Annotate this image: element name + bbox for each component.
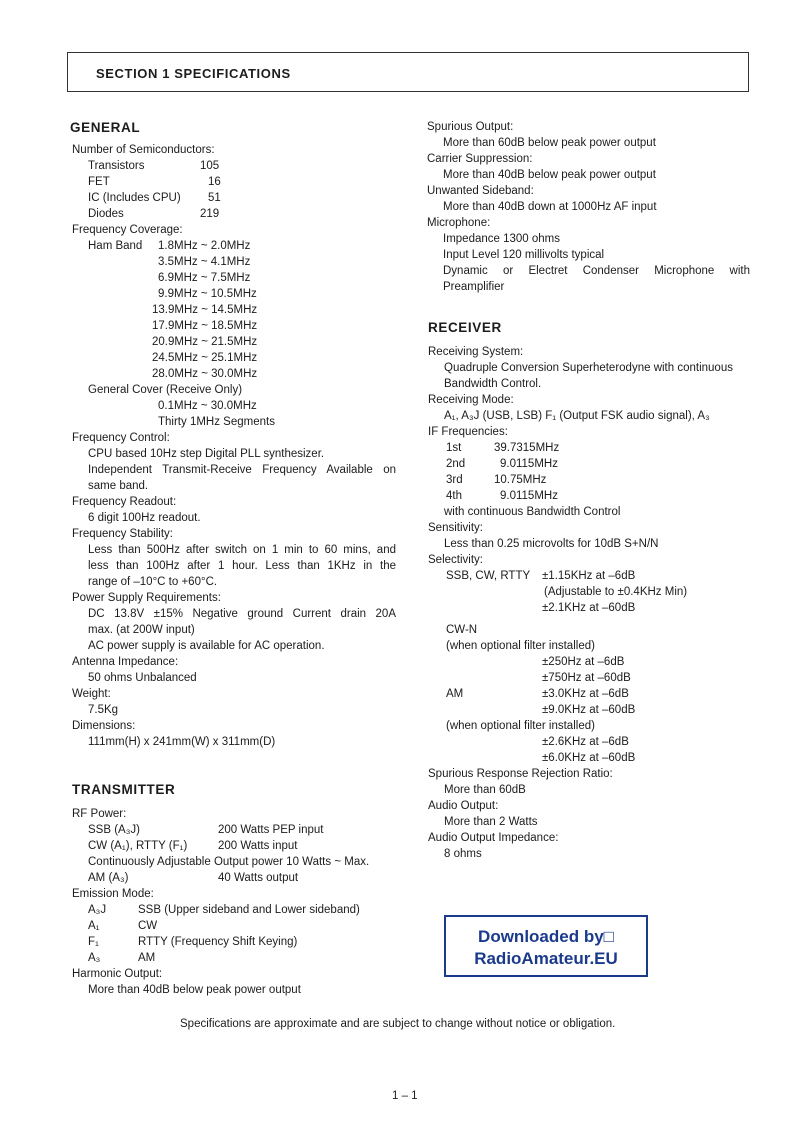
section-title: SECTION 1 SPECIFICATIONS [96,66,291,81]
power-supply-line: DC 13.8V ±15% Negative ground Current drain 20A [88,608,396,620]
mic-line: Preamplifier [443,281,505,293]
emission-desc: RTTY (Frequency Shift Keying) [138,936,298,948]
semiconductors-label: Number of Semiconductors: [72,144,215,156]
transmitter-heading: TRANSMITTER [72,782,176,797]
semi-name: Transistors [88,160,145,172]
ham-band-range: 6.9MHz ~ 7.5MHz [158,272,251,284]
sel-am-row [428,686,758,702]
harmonic-label: Harmonic Output: [72,968,163,980]
page-number: 1 – 1 [392,1090,418,1102]
weight-label: Weight: [72,688,111,700]
emission-code: A₃J [88,904,107,916]
carrier-value: More than 40dB below peak power output [443,169,656,181]
spurious-label: Spurious Output: [427,121,514,133]
freq-stability-label: Frequency Stability: [72,528,173,540]
freq-readout-label: Frequency Readout: [72,496,177,508]
emission-row [72,918,412,934]
mic-label: Microphone: [427,217,491,229]
sel-value: ±3.0KHz at –6dB [542,688,629,700]
rf-value: 200 Watts PEP input [218,824,324,836]
unwanted-value: More than 40dB down at 1000Hz AF input [443,201,657,213]
rf-power-label: RF Power: [72,808,127,820]
rf-mode: AM (A₃) [88,872,129,884]
dimensions-label: Dimensions: [72,720,136,732]
semiconductor-row [72,206,402,222]
rf-value: 200 Watts input [218,840,298,852]
ham-band-row [72,334,402,350]
sel-am-label: AM [446,688,464,700]
semi-name: IC (Includes CPU) [88,192,181,204]
rx-system-label: Receiving System: [428,346,524,358]
general-heading: GENERAL [70,120,141,135]
rf-power-row [72,870,412,886]
sel-ssb-row [428,568,758,584]
sel-row [428,750,758,766]
freq-control-line: CPU based 10Hz step Digital PLL synthesizer. [88,448,325,460]
freq-stability-line: less than 100Hz after 1 hour. Less than 1KHz in the [88,560,396,572]
harmonic-value: More than 40dB below peak power output [88,984,301,996]
carrier-label: Carrier Suppression: [427,153,533,165]
receiver-heading: RECEIVER [428,320,502,335]
if-row [428,488,758,504]
emission-desc: SSB (Upper sideband and Lower sideband) [138,904,360,916]
if-note: with continuous Bandwidth Control [444,506,621,518]
antenna-value: 50 ohms Unbalanced [88,672,197,684]
sel-row [428,702,758,718]
rx-system-line: Bandwidth Control. [444,378,542,390]
sel-value: ±250Hz at –6dB [542,656,625,668]
rf-power-row [72,838,412,854]
semi-name: Diodes [88,208,124,220]
rf-mode: CW (A₁), RTTY (F₁) [88,840,188,852]
if-label: IF Frequencies: [428,426,508,438]
if-name: 2nd [446,458,466,470]
semiconductor-row [72,190,402,206]
selectivity-label: Selectivity: [428,554,483,566]
ham-band-row [72,318,402,334]
if-value: 9.0115MHz [500,458,558,470]
ham-band-range: 28.0MHz ~ 30.0MHz [152,368,258,380]
power-supply-line: AC power supply is available for AC operation. [88,640,325,652]
ham-band-row [72,270,402,286]
sel-value: ±2.6KHz at –6dB [542,736,629,748]
semi-name: FET [88,176,110,188]
section-header-box [67,52,749,92]
emission-code: F₁ [88,936,99,948]
semiconductor-row [72,158,402,174]
sensitivity-label: Sensitivity: [428,522,483,534]
sel-row [428,670,758,686]
power-supply-label: Power Supply Requirements: [72,592,221,604]
emission-desc: CW [138,920,158,932]
if-name: 1st [446,442,462,454]
sel-row [428,622,758,638]
if-row [428,456,758,472]
sensitivity-value: Less than 0.25 microvolts for 10dB S+N/N [444,538,659,550]
ham-band-range: 17.9MHz ~ 18.5MHz [152,320,258,332]
sel-value: ±2.1KHz at –60dB [542,602,636,614]
rx-mode-label: Receiving Mode: [428,394,514,406]
if-row [428,472,758,488]
audio-impedance-value: 8 ohms [444,848,482,860]
power-supply-line: max. (at 200W input) [88,624,195,636]
ham-band-row [72,286,402,302]
rx-system-line: Quadruple Conversion Superheterodyne with continuous [444,362,733,374]
ham-band-row [72,302,402,318]
audio-output-value: More than 2 Watts [444,816,538,828]
freq-stability-line: Less than 500Hz after switch on 1 min to 60 mins, and [88,544,396,556]
if-value: 39.7315MHz [494,442,560,454]
general-cover-row [72,398,402,414]
ham-band-row [72,366,402,382]
sel-value: ±9.0KHz at –60dB [542,704,636,716]
sel-value: ±1.15KHz at –6dB [542,570,636,582]
receiver-block [428,320,758,862]
if-name: 3rd [446,474,463,486]
sel-optional-note: (when optional filter installed) [446,720,595,732]
sel-row [428,584,758,600]
ham-band-range: 13.9MHz ~ 14.5MHz [152,304,258,316]
watermark-line2: RadioAmateur.EU [474,949,618,968]
watermark-stamp [444,915,648,977]
antenna-label: Antenna Impedance: [72,656,179,668]
general-block [72,120,402,750]
freq-coverage-label: Frequency Coverage: [72,224,183,236]
ham-band-row [72,238,402,254]
if-name: 4th [446,490,462,502]
ham-band-row [72,254,402,270]
audio-impedance-label: Audio Output Impedance: [428,832,559,844]
sel-value: (Adjustable to ±0.4KHz Min) [544,586,688,598]
if-value: 10.75MHz [494,474,547,486]
rx-mode-value: A₁, A₃J (USB, LSB) F₁ (Output FSK audio signal), A₃ [444,410,710,422]
emission-row [72,902,412,918]
general-cover-range: 0.1MHz ~ 30.0MHz [158,400,257,412]
general-cover-row [72,414,402,430]
spurious-value: More than 60dB below peak power output [443,137,656,149]
emission-desc: AM [138,952,156,964]
sel-row [428,718,758,734]
semi-count: 16 [208,176,221,188]
semiconductor-row [72,174,402,190]
rf-value: 40 Watts output [218,872,299,884]
ham-band-label: Ham Band [88,240,143,252]
ham-band-range: 9.9MHz ~ 10.5MHz [158,288,257,300]
sel-optional-note: (when optional filter installed) [446,640,595,652]
rf-mode: SSB (A₃J) [88,824,140,836]
sel-row [428,600,758,616]
ham-band-range: 20.9MHz ~ 21.5MHz [152,336,258,348]
sel-row [428,638,758,654]
rf-power-row [72,822,412,838]
unwanted-label: Unwanted Sideband: [427,185,534,197]
emission-code: A₁ [88,920,100,932]
dimensions-value: 111mm(H) x 241mm(W) x 311mm(D) [88,736,276,748]
freq-readout-value: 6 digit 100Hz readout. [88,512,201,524]
footer-note: Specifications are approximate and are subject to change without notice or obligation. [180,1018,616,1030]
ham-band-range: 1.8MHz ~ 2.0MHz [158,240,251,252]
watermark-line1: Downloaded by□ [478,927,614,946]
ham-band-range: 24.5MHz ~ 25.1MHz [152,352,258,364]
rf-adjustable: Continuously Adjustable Output power 10 Watts ~ Max. [88,856,370,868]
mic-line: Dynamic or Electret Condenser Microphone with [443,265,750,277]
semi-count: 51 [208,192,221,204]
freq-stability-line: range of –10°C to +60°C. [88,576,218,588]
ham-band-row [72,350,402,366]
emission-row [72,950,412,966]
freq-control-label: Frequency Control: [72,432,170,444]
emission-label: Emission Mode: [72,888,154,900]
semi-count: 219 [200,208,220,220]
freq-control-line: Independent Transmit-Receive Frequency Available on [88,464,396,476]
transmitter-block [72,782,412,998]
sel-ssb-label: SSB, CW, RTTY [446,570,531,582]
mic-line: Input Level 120 millivolts typical [443,249,605,261]
emission-row [72,934,412,950]
spurious-rejection-label: Spurious Response Rejection Ratio: [428,768,613,780]
general-cover-label: General Cover (Receive Only) [88,384,243,396]
freq-control-line: same band. [88,480,149,492]
sel-row [428,654,758,670]
sel-cwn-label: CW-N [446,624,478,636]
emission-code: A₃ [88,952,101,964]
spurious-rejection-value: More than 60dB [444,784,526,796]
general-cover-segments: Thirty 1MHz Segments [158,416,275,428]
weight-value: 7.5Kg [88,704,119,716]
if-row [428,440,758,456]
ham-band-range: 3.5MHz ~ 4.1MHz [158,256,251,268]
sel-value: ±750Hz at –60dB [542,672,631,684]
sel-value: ±6.0KHz at –60dB [542,752,636,764]
sel-row [428,734,758,750]
semi-count: 105 [200,160,220,172]
if-value: 9.0115MHz [500,490,558,502]
mic-line: Impedance 1300 ohms [443,233,560,245]
right-top-block [427,119,757,295]
audio-output-label: Audio Output: [428,800,499,812]
